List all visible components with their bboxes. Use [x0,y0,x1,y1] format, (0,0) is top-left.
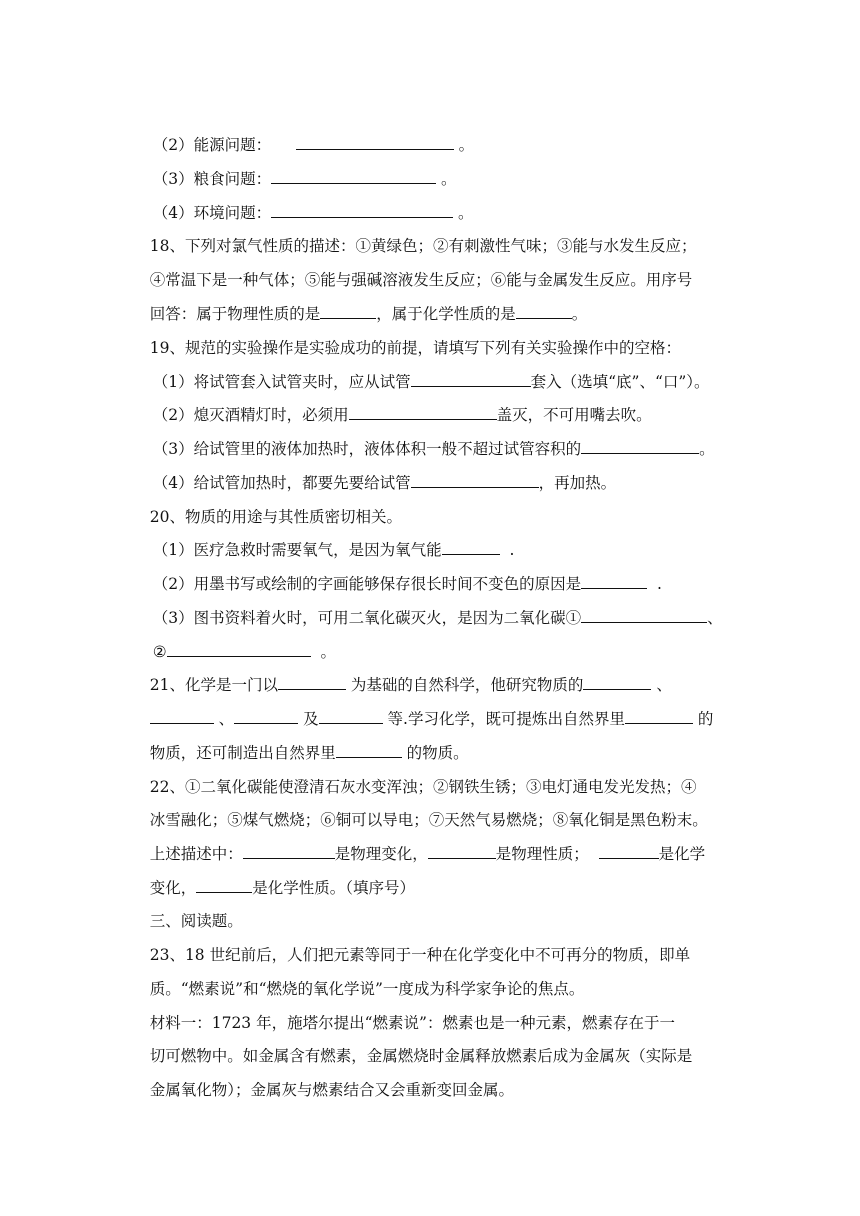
text: 及 [298,710,319,728]
text: 。 [571,305,588,323]
text: 、 [213,710,235,728]
text: 20、物质的用途与其性质密切相关。 [149,508,402,526]
text: （1）医疗急救时需要氧气，是因为氧气能 [152,541,442,559]
text: 。 [310,643,336,661]
text: 金属氧化物）；金属灰与燃素结合又会重新变回金属。 [149,1081,514,1099]
text: 21、化学是一门以 [149,676,278,694]
text: （2）用墨书写或绘制的字画能够保存很长时间不变色的原因是 [152,575,582,593]
text: 的物质。 [401,744,469,762]
text: 切可燃物中。如金属含有燃素，金属燃烧时金属释放燃素后成为金属灰（实际是 [149,1047,693,1065]
text: 材料一：1723 年，施塔尔提出“燃素说”：燃素也是一种元素，燃素存在于一 [149,1014,675,1032]
text: 变化， [149,879,197,897]
text: （3）粮食问题： [152,170,272,188]
text: 上述描述中： [149,845,243,863]
text: 的 [692,710,714,728]
text: 。 [436,170,457,188]
text: 18、下列对氯气性质的描述：①黄绿色；②有刺激性气味；③能与水发生反应； [149,237,697,255]
text: 是化学性质。（填序号） [252,879,415,897]
text: . [647,575,662,593]
answer-blank[interactable] [599,843,659,859]
text: 套入（选填“底”、“口”）。 [530,373,710,391]
text: 。 [699,440,715,458]
text: 质。“燃素说”和“燃烧的氧化学说”一度成为科学家争论的焦点。 [149,980,585,998]
text: 为基础的自然科学，他研究物质的 [345,676,584,694]
text: 是化学 [658,845,706,863]
text: 19、规范的实验操作是实验成功的前提，请填写下列有关实验操作中的空格： [149,339,681,357]
text: ④常温下是一种气体；⑤能与强碱溶液发生反应；⑥能与金属发生反应。用序号 [149,271,693,289]
text: （4）环境问题： [152,204,272,222]
text: 是物理性质； [495,845,599,863]
text: ，属于化学性质的是 [376,305,516,323]
text: （1）将试管套入试管夹时，应从试管 [152,373,411,391]
text: 22、①二氧化碳能使澄清石灰水变浑浊；②钢铁生锈；③电灯通电发光发热；④ [149,778,697,796]
text: 物质，还可制造出自然界里 [149,744,336,762]
text: 23、18 世纪前后，人们把元素等同于一种在化学变化中不可再分的物质，即单 [149,946,691,964]
text: （3）图书资料着火时，可用二氧化碳灭火，是因为二氧化碳① [152,609,582,627]
answer-blank[interactable] [428,843,496,859]
text: . [499,541,515,559]
answer-blank[interactable] [581,607,707,623]
text: 。 [453,204,474,222]
text: （4）给试管加热时，都要先要给试管 [152,474,411,492]
answer-blank[interactable] [411,472,539,488]
text: 等.学习化学，既可提炼出自然界里 [382,710,625,728]
text: （2）熄灭酒精灯时，必须用 [152,406,349,424]
text: 三、阅读题。 [149,912,243,930]
material-1-line-3 [130,1057,514,1123]
text: 回答：属于物理性质的是 [149,305,321,323]
text: 盖灭，不可用嘴去吹。 [496,406,652,424]
text: ，再加热。 [538,474,617,492]
answer-blank[interactable] [625,708,693,724]
text: （3）给试管里的液体加热时，液体体积一般不超过试管容积的 [152,440,582,458]
text: 是物理变化， [334,845,428,863]
text: 冰雪融化；⑤煤气燃烧；⑥铜可以导电；⑦天然气易燃烧；⑧氧化铜是黑色粉末。 [149,811,708,829]
text: 。 [453,136,475,154]
text: 、 [651,676,672,694]
text: ② [152,643,167,661]
text: （2）能源问题： [152,136,296,154]
text: 、 [707,609,723,627]
